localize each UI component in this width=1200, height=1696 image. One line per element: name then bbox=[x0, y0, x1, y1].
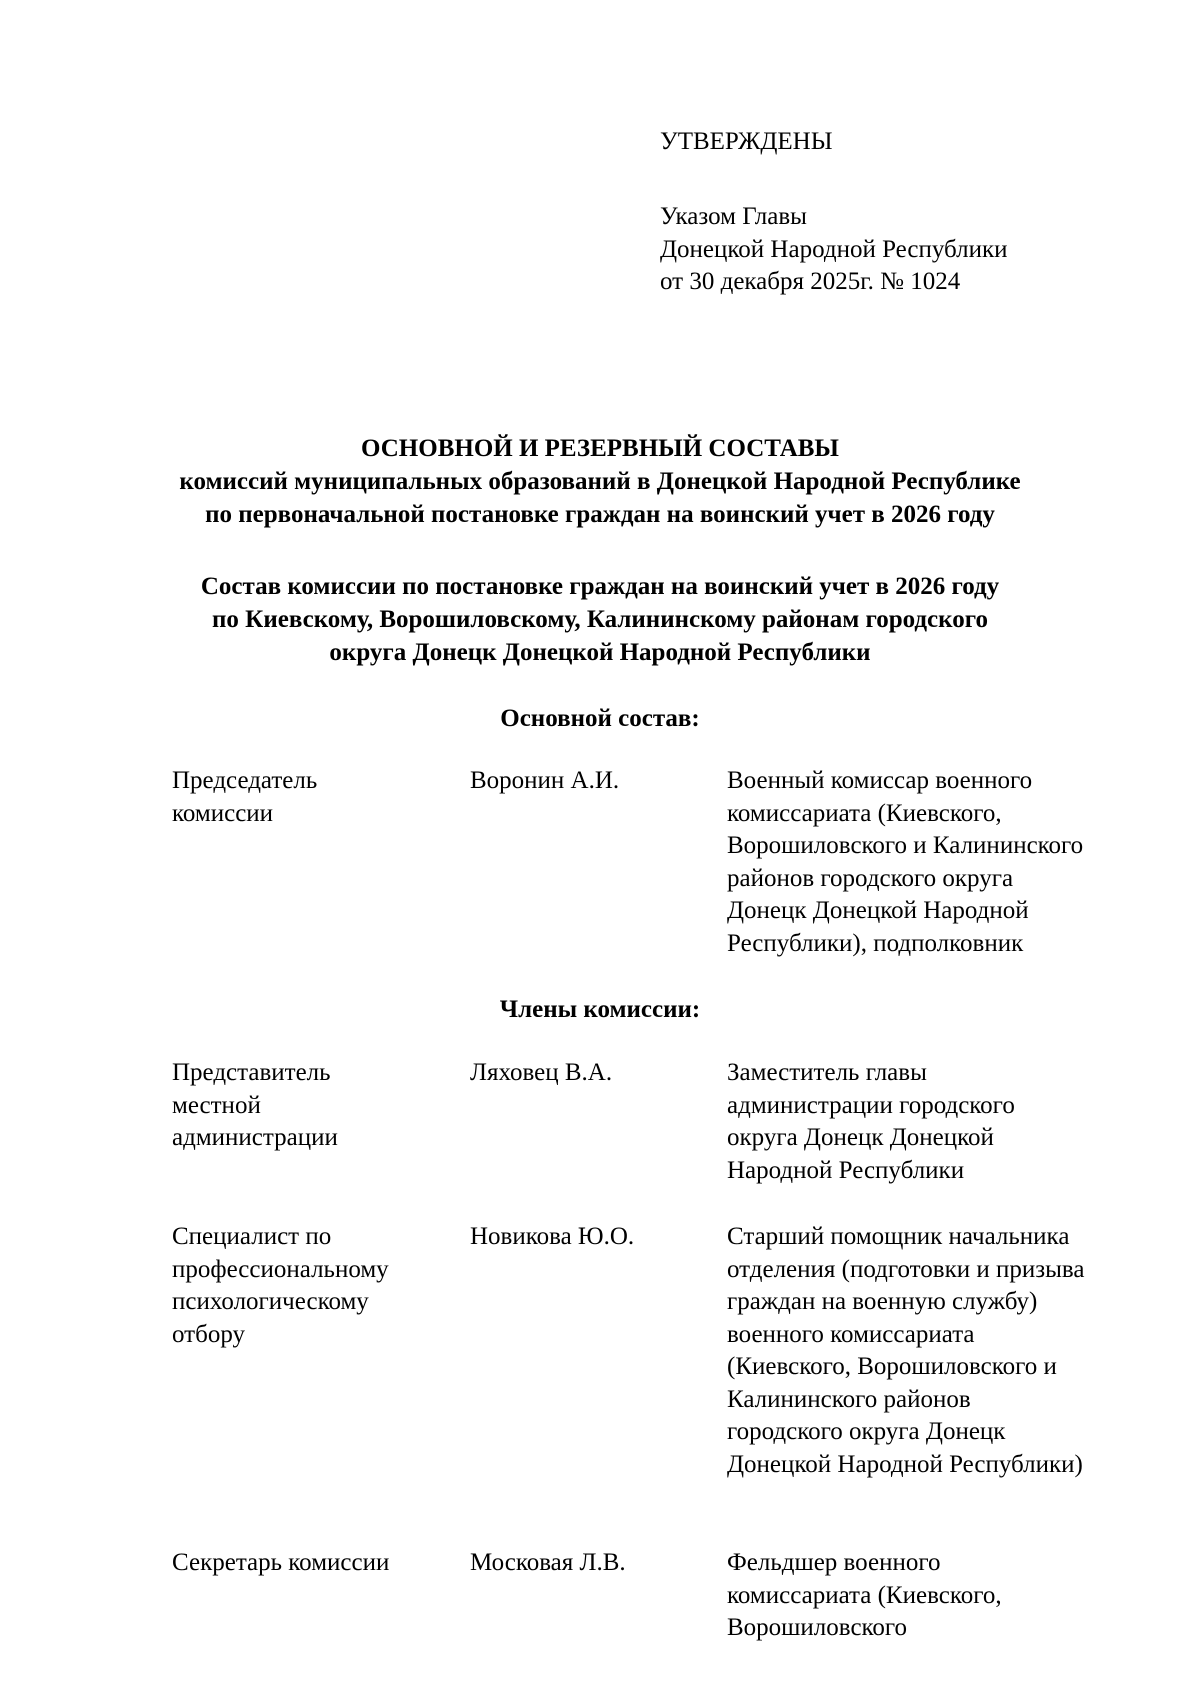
document-title bbox=[0, 433, 1200, 532]
position-text: комиссариата (Киевского, bbox=[727, 1581, 1002, 1609]
position-text: военного комиссариата bbox=[727, 1320, 975, 1348]
position-text: Народной Республики bbox=[727, 1156, 965, 1184]
position-cell bbox=[727, 1547, 1167, 1645]
role-text: Секретарь комиссии bbox=[172, 1549, 390, 1576]
position-text: Донецк Донецкой Народной bbox=[727, 897, 1029, 924]
name-cell bbox=[470, 1057, 700, 1090]
role-text: Специалист по bbox=[172, 1223, 332, 1250]
position-text: Военный комиссар военного bbox=[727, 767, 1033, 794]
members-heading: Члены комиссии: bbox=[499, 996, 701, 1023]
role-text: администрации bbox=[172, 1124, 338, 1151]
title-line: ОСНОВНОЙ И РЕЗЕРВНЫЙ СОСТАВЫ bbox=[361, 435, 839, 462]
position-text: Фельдшер военного bbox=[727, 1549, 941, 1576]
role-text: Представитель bbox=[172, 1059, 331, 1086]
person-name: Новикова Ю.О. bbox=[470, 1223, 635, 1250]
commission-title-line: Состав комиссии по постановке граждан на воинский учет в 2026 году bbox=[200, 573, 1000, 600]
position-text: районов городского округа bbox=[727, 864, 1014, 892]
role-text: Председатель bbox=[172, 767, 318, 794]
position-text: Заместитель главы bbox=[727, 1059, 927, 1086]
position-text: городского округа Донецк bbox=[727, 1418, 1006, 1445]
approval-stamp: УТВЕРЖДЕНЫ bbox=[660, 128, 833, 155]
role-text: отбору bbox=[172, 1320, 245, 1348]
position-text: Республики), подполковник bbox=[727, 929, 1024, 957]
position-text: комиссариата (Киевского, bbox=[727, 799, 1002, 827]
role-cell bbox=[172, 1547, 442, 1580]
position-text: администрации городского bbox=[727, 1091, 1015, 1119]
person-name: Ляховец В.А. bbox=[470, 1059, 613, 1086]
person-name: Московая Л.В. bbox=[470, 1549, 626, 1576]
name-cell bbox=[470, 1221, 700, 1254]
position-text: (Киевского, Ворошиловского и bbox=[727, 1353, 1057, 1380]
name-cell bbox=[470, 765, 700, 798]
role-text: профессиональному bbox=[172, 1255, 389, 1283]
role-cell bbox=[172, 1057, 442, 1155]
position-cell bbox=[727, 1221, 1167, 1481]
role-cell bbox=[172, 765, 442, 830]
position-text: Ворошиловского bbox=[727, 1614, 908, 1641]
position-text: отделения (подготовки и призыва bbox=[727, 1255, 1085, 1283]
basic-composition-heading: Основной состав: bbox=[500, 705, 700, 732]
position-cell bbox=[727, 1057, 1167, 1187]
approval-line: Донецкой Народной Республики bbox=[660, 235, 1008, 263]
role-cell bbox=[172, 1221, 442, 1351]
role-text: психологическому bbox=[172, 1288, 369, 1315]
position-text: граждан на военную службу) bbox=[727, 1288, 1038, 1315]
commission-title-line: округа Донецк Донецкой Народной Республики bbox=[329, 639, 871, 666]
title-line: комиссий муниципальных образований в Донецкой Народной Республике bbox=[179, 468, 1021, 495]
title-line: по первоначальной постановке граждан на воинский учет в 2026 году bbox=[205, 501, 995, 528]
position-text: Старший помощник начальника bbox=[727, 1223, 1070, 1250]
role-text: комиссии bbox=[172, 799, 274, 827]
person-name: Воронин А.И. bbox=[470, 767, 620, 794]
approval-line: Указом Главы bbox=[660, 203, 807, 230]
position-cell bbox=[727, 765, 1167, 960]
position-text: Донецкой Народной Республики) bbox=[727, 1450, 1083, 1478]
name-cell bbox=[470, 1547, 700, 1580]
position-text: Калининского районов bbox=[727, 1385, 971, 1413]
approval-line: от 30 декабря 2025г. № 1024 bbox=[660, 268, 961, 295]
commission-title-line: по Киевскому, Ворошиловскому, Калининскому районам городского bbox=[212, 606, 988, 633]
approval-block bbox=[660, 126, 1160, 299]
role-text: местной bbox=[172, 1091, 261, 1119]
position-text: округа Донецк Донецкой bbox=[727, 1124, 994, 1151]
position-text: Ворошиловского и Калининского bbox=[727, 832, 1084, 859]
commission-title bbox=[0, 571, 1200, 670]
